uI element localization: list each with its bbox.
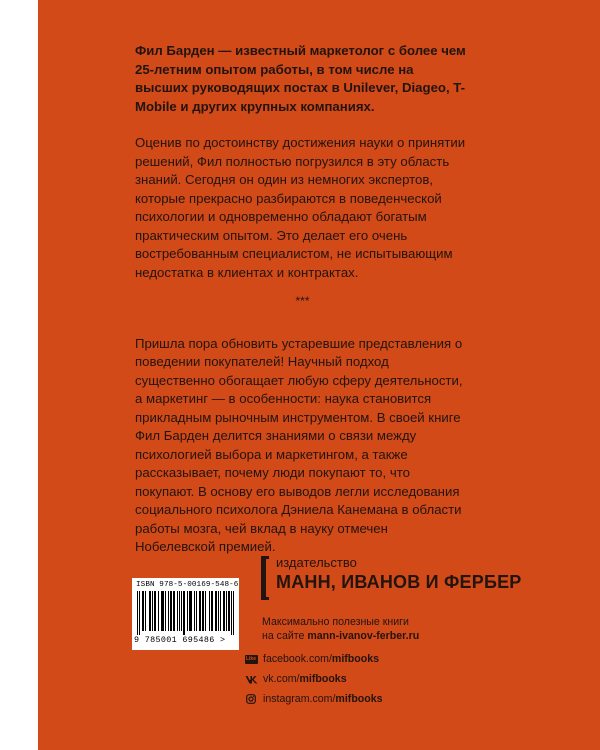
barcode-bar (170, 591, 171, 631)
barcode-bar (158, 591, 159, 631)
author-bio-lead: Фил Барден — известный маркетолог с более чем 25-летним опытом работы, в том числе на высших руководящих постах в Unilever, Diageo, T-Mobile и других крупных компаниях. (135, 43, 466, 114)
barcode-bar (233, 591, 234, 635)
barcode-bar (162, 591, 163, 631)
tagline-line1: Максимально полезные книги (262, 616, 409, 628)
barcode-bar (196, 591, 197, 631)
tagline-line2 (262, 629, 419, 643)
publisher-name: МАНН, ИВАНОВ И ФЕРБЕР (276, 572, 522, 592)
barcode-bar (231, 591, 232, 635)
barcode-bar (149, 591, 150, 631)
isbn-label: ISBN 978-5-00169-548-6 (136, 581, 239, 589)
facebook-like-badge: Like (245, 655, 256, 662)
barcode-bar (142, 591, 143, 631)
barcode-bar (143, 591, 144, 631)
barcode-bar (145, 591, 146, 631)
cover-text (135, 42, 470, 557)
barcode-bar (228, 591, 229, 631)
barcode-bar (173, 591, 174, 631)
barcode-bar (183, 591, 184, 635)
barcode-bar (154, 591, 155, 631)
barcode-bar (223, 591, 224, 631)
facebook-like-icon (244, 654, 258, 664)
barcode-bar (224, 591, 225, 631)
barcode-bar (189, 591, 190, 631)
isbn-barcode-block (132, 578, 239, 650)
barcode-bar (229, 591, 230, 631)
tagline-prefix: на сайте (262, 630, 308, 642)
barcode-bar (209, 591, 210, 631)
barcode-bar (200, 591, 201, 631)
instagram-icon (244, 694, 258, 704)
barcode (135, 591, 236, 635)
barcode-bar (184, 591, 185, 635)
barcode-bar (216, 591, 217, 631)
barcode-bar (212, 591, 213, 631)
barcode-bar (161, 591, 162, 631)
barcode-bar (191, 591, 192, 631)
social-links (244, 649, 383, 709)
barcode-bar (190, 591, 191, 631)
social-prefix: instagram.com/ (263, 693, 336, 705)
barcode-bar (205, 591, 206, 631)
barcode-bar (177, 591, 178, 631)
barcode-bar (163, 591, 164, 631)
barcode-bar (181, 591, 182, 631)
barcode-bar (137, 591, 138, 635)
barcode-bar (165, 591, 166, 631)
barcode-bar (187, 591, 188, 631)
social-handle: mifbooks (331, 653, 379, 665)
barcode-bar (155, 591, 156, 631)
publisher-label: издательство (276, 555, 357, 570)
barcode-bar (218, 591, 219, 631)
barcode-bar (226, 591, 227, 631)
publisher-bracket-mark (261, 556, 269, 600)
barcode-bar (211, 591, 212, 631)
social-handle: mifbooks (335, 693, 383, 705)
author-bio-paragraph: Оценив по достоинству достижения науки о принятии решений, Фил полностью погрузился в эту область знаний. Сегодня он один из немногих экспертов, которые прекрасно разбираются в поведенческой психологии и одновременно обладают богатым практическим опытом. Это делает его очень востребованным специалистом, не испытывающим недостатка в клиентах и контрактах. (135, 135, 466, 280)
social-prefix: facebook.com/ (263, 653, 332, 665)
barcode-bar (220, 591, 221, 631)
barcode-bar (150, 591, 151, 631)
social-facebook[interactable] (244, 649, 383, 669)
barcode-bar (168, 591, 169, 631)
barcode-bar (171, 591, 172, 631)
barcode-bar (152, 591, 153, 631)
vk-icon (244, 674, 258, 684)
publisher-site-link[interactable]: mann-ivanov-ferber.ru (307, 630, 420, 642)
social-handle: mifbooks (299, 673, 347, 685)
barcode-bar (194, 591, 195, 631)
barcode-bar (203, 591, 204, 631)
barcode-bar (202, 591, 203, 631)
barcode-digits: 9 785001 695486 > (134, 635, 226, 645)
social-prefix: vk.com/ (263, 673, 300, 685)
barcode-bar (179, 591, 180, 631)
book-description: Пришла пора обновить устаревшие представления о поведении покупателей! Научный подход существенно обогащает любую сферу деятельности, а маркетинг — в особенности: наука становится прикладным рыночным инструментом. В своей книге Фил Барден делится знаниями о связи между психологией выбора и маркетингом, а также рассказывает, почему люди покупают то, что покупают. В основу его выводов легли исследования социального психолога Дэниела Канемана в области работы мозга, чей вклад в науку отмечен Нобелевской премией. (135, 335, 463, 554)
barcode-bar (215, 591, 216, 631)
barcode-bar (174, 591, 175, 631)
barcode-bar (199, 591, 200, 631)
publisher-tagline (262, 615, 419, 643)
barcode-bar (139, 591, 140, 635)
social-vk[interactable] (244, 669, 383, 689)
section-separator: *** (295, 294, 310, 308)
social-instagram[interactable] (244, 689, 383, 709)
